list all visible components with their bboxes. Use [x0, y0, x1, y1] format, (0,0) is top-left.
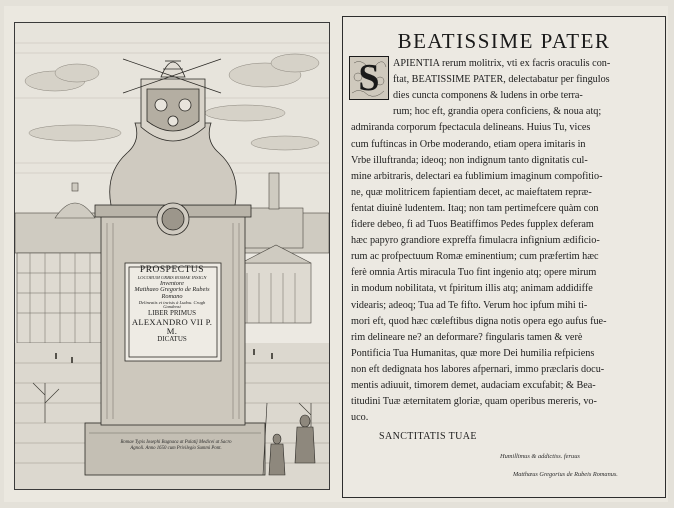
subscript-line: Humillimus & addictiss. feruus: [500, 453, 580, 460]
print-sheet: [4, 6, 668, 502]
body-line: ftat, BEATISSIME PATER, delectabatur per fingulos: [393, 74, 610, 86]
caption-line: ALEXANDRO VII P. M.: [131, 316, 213, 336]
body-line: videaris; adeoq; Tua ad Te fifto. Verum hoc ipfum mihi ti-: [351, 299, 588, 311]
initial-letter: S: [358, 57, 380, 99]
decorated-initial: [349, 56, 389, 100]
engraving-plate: [14, 22, 330, 490]
body-line: rum ac profpectuum Romæ eminentium; cum præfertim hæc: [351, 251, 599, 263]
caption-line: DICATUS: [157, 334, 187, 343]
body-line: uco.: [351, 412, 369, 424]
body-line: fidere debeo, fi ad Tuos Beatiffimos Pedes fupplex deferam: [351, 219, 594, 230]
body-line: in modum nobilitata, vt fpiritum illis atq; animam addidiffe: [351, 283, 593, 295]
body-line: mentis adiuuit, timorem demet, audaciam excufabit; & Bea-: [351, 380, 596, 391]
privilege-line: Romae Typis Iosephi Bagnaca at Palatij Medicei at Sacro: [120, 440, 232, 445]
caption-line: Matthaeo Gregorio de Rubeis: [134, 286, 210, 294]
body-line: ne, quæ molitricem fapientiam decet, ac maieftatem repræ-: [351, 186, 592, 198]
body-line: cum fuftincas in Orbe moderando, etiam opera imitaris in: [351, 138, 586, 150]
caption-line: Inventore: [160, 279, 184, 287]
caption-title: PROSPECTUS: [139, 265, 205, 275]
engraving-illustration: [15, 23, 329, 489]
caption-line: Delineatis et incisis à Ludou. Crugh: [138, 299, 206, 305]
body-line: Pontificia Tua Humanitas, quæ more Dei humilia refpiciens: [351, 347, 595, 359]
caption-line: Gandensi: [163, 304, 181, 310]
body-line: rim delineare ne? an deformare? fingularis tamen & verè: [351, 331, 583, 343]
signature-line: Matthæus Gregorius de Rubeis Romanus.: [513, 471, 618, 478]
caption-line: Romano: [161, 293, 183, 300]
body-line: mine arbitraris, delectari ea fublimium imaginum compofitio-: [351, 170, 603, 182]
body-line: rum; hoc eft, grandia opera conficiens, & noua atq;: [393, 106, 602, 118]
body-line: Vrbe illuftranda; ideoq; non indignum tanto dignitatis cul-: [351, 154, 588, 166]
body-line: dies cuncta componens & ludens in orbe terra-: [393, 90, 583, 102]
body-line: hæc papyro grandiore expreffa fimulacra infignium ædificio-: [351, 235, 600, 247]
closing-line: SANCTITATIS TUAE: [379, 431, 477, 442]
body-line: non eft dedignata hos labores afpernari, immo præclaris docu-: [351, 363, 605, 375]
privilege-inscription: [87, 440, 265, 453]
body-line: admiranda corporum fpectacula delineans. Huius Tu, vices: [351, 122, 591, 134]
body-line: titudini Tuæ æternitatem gloriæ, quam operibus mereris, vo-: [351, 396, 597, 408]
body-line: fentat diuinè ludentem. Itaq; non tam pertimefcere quàm con: [351, 202, 599, 214]
caption-line: LIBER PRIMUS: [147, 309, 197, 318]
body-line: mori eft, quod hæc cœleftibus digna notis opera ego aufus fue-: [351, 315, 607, 327]
dedication-plate: [342, 16, 666, 498]
body-line: APIENTIA rerum molitrix, vti ex facris oraculis con-: [393, 58, 611, 69]
title-cartouche: [127, 266, 217, 356]
body-line: ferè omnia Artis miracula Tuo fint ingenio atq; opere mirum: [351, 267, 597, 279]
caption-line: LOCORUM URBIS ROMAE INSIGN: [137, 274, 207, 280]
privilege-line: Agnoli. Anno 1650 cum Privilegio Summi Pont.: [130, 446, 222, 452]
dedication-title: BEATISSIME PATER: [397, 29, 611, 53]
